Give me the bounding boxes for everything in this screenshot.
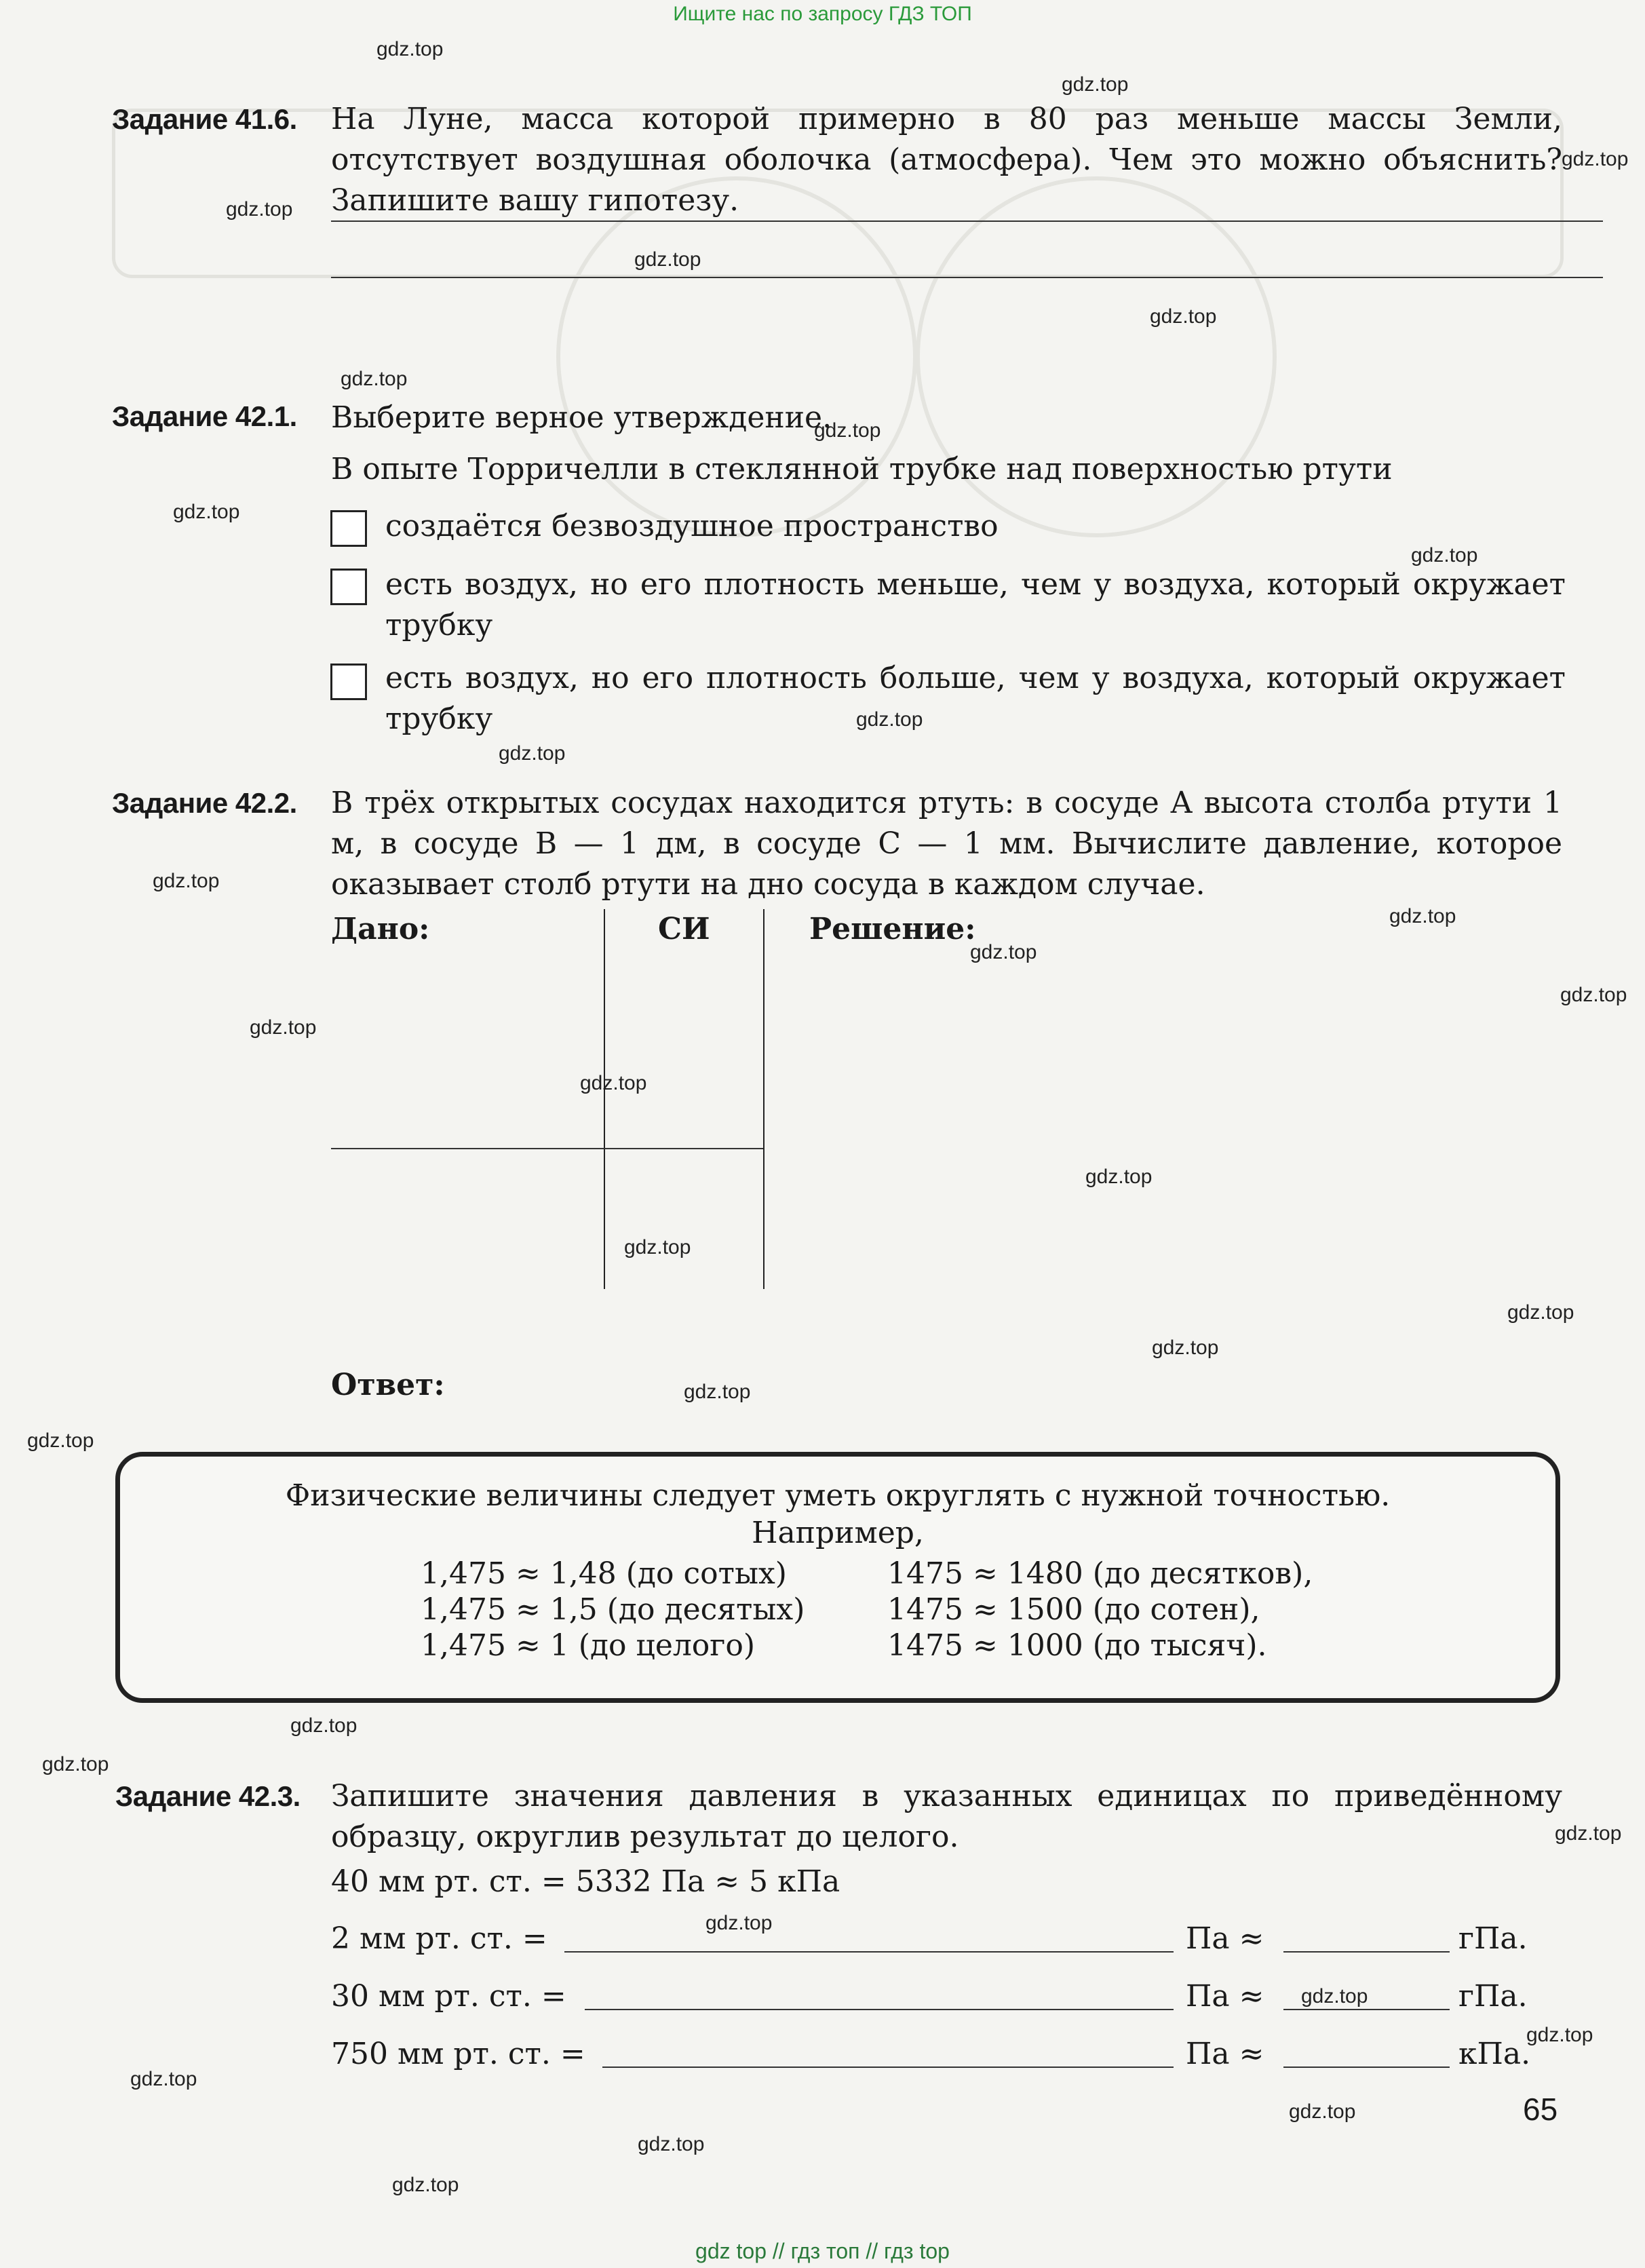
answer-line[interactable]	[1283, 2067, 1450, 2068]
conversion-mid: Па ≈	[1186, 2037, 1264, 2071]
watermark: gdz.top	[1560, 984, 1627, 1006]
watermark: gdz.top	[624, 1236, 691, 1258]
watermark: gdz.top	[684, 1381, 751, 1403]
answer-line[interactable]	[564, 1951, 1174, 1953]
conversion-unit: гПа.	[1458, 1979, 1528, 2014]
watermark: gdz.top	[1526, 2024, 1593, 2046]
si-header: СИ	[658, 912, 710, 946]
watermark: gdz.top	[814, 419, 881, 442]
answer-line[interactable]	[331, 277, 1603, 278]
watermark: gdz.top	[42, 1753, 109, 1775]
watermark: gdz.top	[634, 248, 701, 271]
option-checkbox[interactable]	[330, 510, 367, 547]
watermark: gdz.top	[638, 2133, 705, 2155]
solution-header: Решение:	[809, 912, 976, 946]
task-42-1-instruction: Выберите верное утверждение.	[331, 400, 832, 435]
table-divider	[604, 909, 605, 1289]
task-42-3-text: Запишите значения давления в указанных единицах по приведённому образцу, округлив результат до целого.	[331, 1779, 1562, 1854]
watermark: gdz.top	[970, 941, 1037, 963]
answer-label: Ответ:	[331, 1368, 445, 1402]
watermark: gdz.top	[226, 198, 293, 220]
option-text: есть воздух, но его плотность больше, чем у воздуха, который окружает трубку	[385, 661, 1566, 736]
watermark: gdz.top	[1555, 1822, 1622, 1845]
answer-line[interactable]	[1283, 1951, 1450, 1953]
conversion-left: 750 мм рт. ст. =	[331, 2037, 585, 2071]
task-42-3-example: 40 мм рт. ст. = 5332 Па ≈ 5 кПа	[331, 1864, 840, 1899]
watermark: gdz.top	[173, 501, 240, 523]
watermark: gdz.top	[1507, 1301, 1574, 1324]
given-divider-line	[331, 1148, 763, 1149]
watermark: gdz.top	[1150, 305, 1217, 328]
page-number: 65	[1523, 2092, 1558, 2127]
watermark: gdz.top	[1085, 1166, 1153, 1188]
conversion-left: 2 мм рт. ст. =	[331, 1921, 547, 1956]
task-42-2-text: В трёх открытых сосудах находится ртуть: в сосуде A высота столба ртути 1 м, в сосуде B — 1 дм, в сосуде C — 1 мм. Вычислите давление, которое оказывает столб ртути на дно сосуда в каждом случае.	[331, 786, 1562, 902]
top-banner[interactable]: Ищите нас по запросу ГДЗ ТОП	[673, 3, 972, 25]
rule-example: 1,475 ≈ 1,48 (до сотых)	[421, 1556, 787, 1591]
task-41-6-text: На Луне, масса которой примерно в 80 раз меньше массы Земли, отсутствует воздушная оболочка (атмосфера). Чем это можно объяснить? Запишите вашу гипотезу.	[331, 102, 1562, 218]
watermark: gdz.top	[250, 1016, 317, 1039]
option-text: создаётся безвоздушное пространство	[385, 509, 999, 543]
watermark: gdz.top	[1301, 1985, 1368, 2007]
table-divider	[763, 909, 765, 1289]
conversion-unit: гПа.	[1458, 1921, 1528, 1956]
answer-line[interactable]	[331, 220, 1603, 222]
option-checkbox[interactable]	[330, 569, 367, 605]
watermark: gdz.top	[499, 742, 566, 765]
rule-line-2: Например,	[752, 1516, 924, 1550]
answer-line[interactable]	[1283, 2009, 1450, 2010]
conversion-mid: Па ≈	[1186, 1979, 1264, 2014]
rule-example: 1,475 ≈ 1 (до целого)	[421, 1628, 756, 1663]
conversion-unit: кПа.	[1458, 2037, 1531, 2071]
option-checkbox[interactable]	[330, 664, 367, 700]
watermark: gdz.top	[153, 870, 220, 892]
conversion-mid: Па ≈	[1186, 1921, 1264, 1956]
watermark: gdz.top	[580, 1072, 647, 1094]
watermark: gdz.top	[130, 2068, 197, 2090]
answer-line[interactable]	[585, 2009, 1174, 2010]
watermark: gdz.top	[856, 708, 923, 731]
rule-example: 1475 ≈ 1000 (до тысяч).	[887, 1628, 1267, 1663]
rule-example: 1,475 ≈ 1,5 (до десятых)	[421, 1592, 805, 1627]
watermark: gdz.top	[1562, 148, 1629, 170]
watermark: gdz.top	[1389, 905, 1456, 927]
watermark: gdz.top	[1152, 1337, 1219, 1359]
option-text: есть воздух, но его плотность меньше, чем у воздуха, который окружает трубку	[385, 567, 1566, 642]
watermark: gdz.top	[1289, 2100, 1356, 2123]
watermark: gdz.top	[392, 2174, 459, 2196]
answer-line[interactable]	[602, 2067, 1174, 2068]
task-42-3-label: Задание 42.3.	[115, 1780, 301, 1812]
rule-line-1: Физические величины следует уметь округлять с нужной точностью.	[285, 1478, 1391, 1513]
bottom-banner[interactable]: gdz top // гдз топ // гдз top	[695, 2239, 950, 2263]
watermark: gdz.top	[341, 368, 408, 390]
watermark: gdz.top	[290, 1714, 357, 1737]
rule-example: 1475 ≈ 1480 (до десятков),	[887, 1556, 1313, 1591]
watermark: gdz.top	[27, 1429, 94, 1452]
given-header: Дано:	[331, 912, 430, 946]
watermark: gdz.top	[376, 38, 444, 60]
conversion-left: 30 мм рт. ст. =	[331, 1979, 566, 2014]
task-42-2-label: Задание 42.2.	[112, 787, 297, 819]
task-42-1-label: Задание 42.1.	[112, 400, 297, 432]
watermark: gdz.top	[1411, 544, 1478, 566]
task-42-1-question: В опыте Торричелли в стеклянной трубке над поверхностью ртути	[331, 452, 1393, 486]
task-41-6-label: Задание 41.6.	[112, 103, 297, 135]
rule-example: 1475 ≈ 1500 (до сотен),	[887, 1592, 1260, 1627]
watermark: gdz.top	[1062, 73, 1129, 96]
watermark: gdz.top	[705, 1912, 773, 1934]
